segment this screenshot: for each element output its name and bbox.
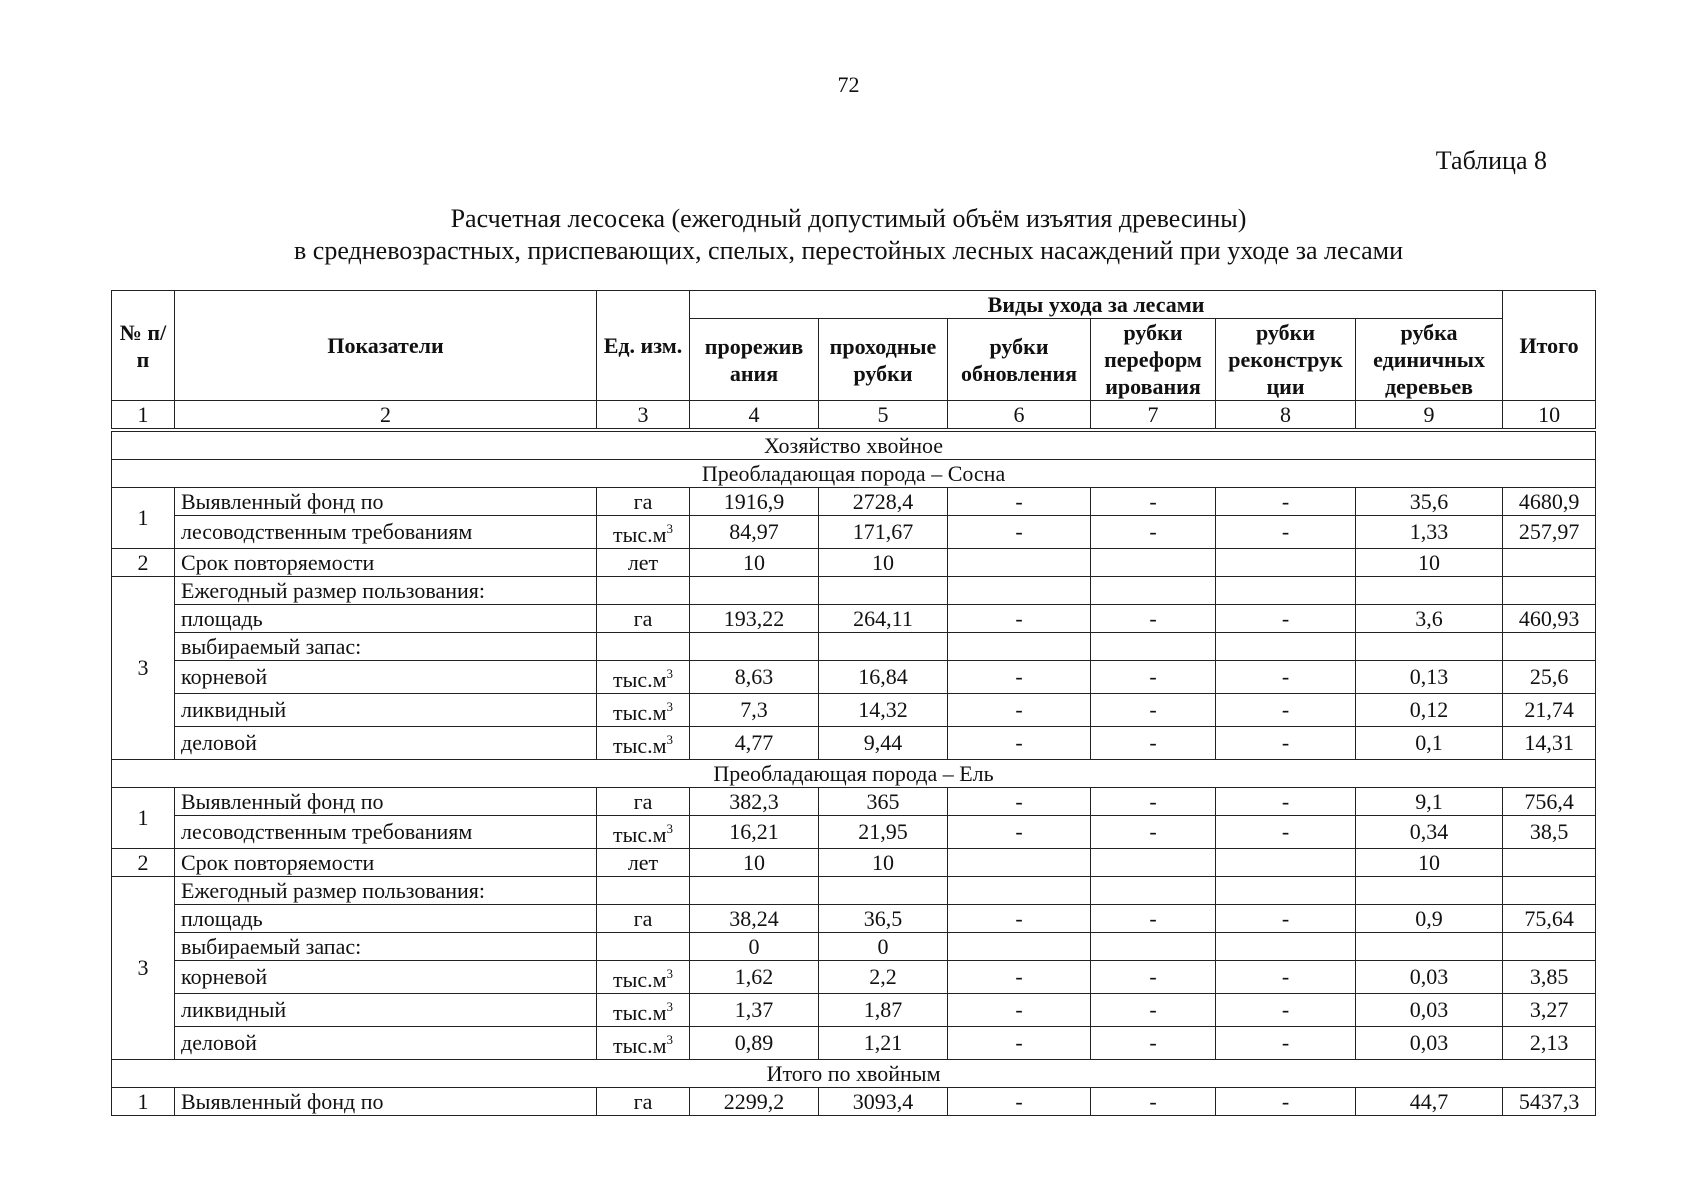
section-header-total-conifer [112, 1060, 1596, 1088]
table-row [112, 816, 1596, 849]
value-cell: 460,93 [1503, 605, 1596, 633]
unit-superscript: 3 [666, 821, 674, 836]
table-row [112, 961, 1596, 994]
unit-text: тыс.м [612, 733, 667, 758]
unit-text: тыс.м [612, 700, 667, 725]
page-number: 72 [837, 72, 860, 97]
value-cell: 9,1 [1356, 788, 1503, 816]
value-cell: 1,33 [1356, 516, 1503, 549]
value-cell: 8,63 [690, 661, 819, 694]
value-cell [1356, 577, 1503, 605]
section-header-spruce [112, 760, 1596, 788]
unit-superscript: 3 [666, 966, 674, 981]
value-cell [948, 633, 1091, 661]
value-cell: - [1091, 1027, 1216, 1060]
value-cell: - [1091, 516, 1216, 549]
value-cell: 10 [819, 849, 948, 877]
table-label: Таблица 8 [1435, 146, 1547, 175]
row-number: 1 [112, 1088, 175, 1116]
table-row [112, 661, 1596, 694]
indicator-label: лесоводственным требованиям [175, 516, 597, 549]
value-cell: 257,97 [1503, 516, 1596, 549]
unit-cell [597, 961, 690, 994]
harvest-table [111, 290, 1596, 1116]
table-row [112, 549, 1596, 577]
table-row [112, 605, 1596, 633]
column-number: 1 [112, 401, 175, 431]
value-cell: 0,12 [1356, 694, 1503, 727]
value-cell: - [1216, 905, 1356, 933]
indicator-label: лесоводственным требованиям [175, 816, 597, 849]
value-cell [1216, 933, 1356, 961]
value-cell: 2299,2 [690, 1088, 819, 1116]
unit-cell [597, 516, 690, 549]
table-row [112, 577, 1596, 605]
value-cell [1356, 933, 1503, 961]
table-row [112, 488, 1596, 516]
unit-superscript: 3 [666, 666, 674, 681]
value-cell [1503, 877, 1596, 905]
value-cell [819, 877, 948, 905]
value-cell: 4680,9 [1503, 488, 1596, 516]
value-cell [1216, 549, 1356, 577]
value-cell [1356, 633, 1503, 661]
value-cell: - [1091, 994, 1216, 1027]
value-cell: 365 [819, 788, 948, 816]
value-cell: 2,13 [1503, 1027, 1596, 1060]
column-number: 6 [948, 401, 1091, 431]
unit-text: тыс.м [612, 1033, 667, 1058]
col-header-reformation-cutting: рубки переформ ирования [1091, 319, 1216, 401]
indicator-label: деловой [175, 727, 597, 760]
unit-cell [597, 877, 690, 905]
value-cell: 36,5 [819, 905, 948, 933]
value-cell [1503, 633, 1596, 661]
value-cell [1356, 877, 1503, 905]
value-cell: - [1216, 488, 1356, 516]
value-cell [819, 577, 948, 605]
value-cell: - [1216, 694, 1356, 727]
value-cell: - [948, 516, 1091, 549]
column-number: 9 [1356, 401, 1503, 431]
value-cell [1216, 577, 1356, 605]
table-row [112, 877, 1596, 905]
value-cell: 1,62 [690, 961, 819, 994]
value-cell [948, 577, 1091, 605]
table-row [112, 727, 1596, 760]
table-row [112, 788, 1596, 816]
value-cell: - [948, 661, 1091, 694]
value-cell: 10 [819, 549, 948, 577]
unit-cell [597, 933, 690, 961]
value-cell [1216, 633, 1356, 661]
value-cell: 0,03 [1356, 994, 1503, 1027]
col-header-single-tree-cutting: рубка единичных деревьев [1356, 319, 1503, 401]
value-cell [690, 577, 819, 605]
title-line-2: в средневозрастных, приспевающих, спелых, перестойных лесных насаждений при уходе за лесами [294, 236, 1403, 265]
value-cell: - [1216, 516, 1356, 549]
indicator-label: площадь [175, 605, 597, 633]
indicator-label: выбираемый запас: [175, 933, 597, 961]
value-cell [948, 549, 1091, 577]
value-cell: - [1091, 961, 1216, 994]
row-number: 1 [112, 788, 175, 849]
section-header-farm-label: Хозяйство хвойное [112, 430, 1596, 460]
table-row [112, 905, 1596, 933]
indicator-label: Срок повторяемости [175, 849, 597, 877]
value-cell: 2,2 [819, 961, 948, 994]
value-cell [1091, 549, 1216, 577]
value-cell [1091, 849, 1216, 877]
col-header-reconstruction-cutting: рубки реконструк ции [1216, 319, 1356, 401]
value-cell: - [948, 994, 1091, 1027]
value-cell: - [1091, 661, 1216, 694]
value-cell: - [948, 694, 1091, 727]
value-cell: 1916,9 [690, 488, 819, 516]
unit-cell [597, 633, 690, 661]
header-row-1 [112, 291, 1596, 319]
column-number: 8 [1216, 401, 1356, 431]
value-cell: - [948, 905, 1091, 933]
value-cell: - [948, 788, 1091, 816]
unit-cell: га [597, 605, 690, 633]
value-cell [948, 933, 1091, 961]
value-cell [690, 633, 819, 661]
value-cell: 0,89 [690, 1027, 819, 1060]
unit-cell: га [597, 905, 690, 933]
column-number: 4 [690, 401, 819, 431]
value-cell: 9,44 [819, 727, 948, 760]
col-header-thinning: прорежив ания [690, 319, 819, 401]
table-row [112, 516, 1596, 549]
unit-text: тыс.м [612, 522, 667, 547]
unit-cell [597, 661, 690, 694]
value-cell [1503, 933, 1596, 961]
value-cell: 0,1 [1356, 727, 1503, 760]
value-cell: 16,21 [690, 816, 819, 849]
value-cell: - [1091, 694, 1216, 727]
value-cell: 3,85 [1503, 961, 1596, 994]
indicator-label: выбираемый запас: [175, 633, 597, 661]
value-cell [1503, 577, 1596, 605]
unit-cell: га [597, 488, 690, 516]
value-cell: 1,21 [819, 1027, 948, 1060]
col-header-indicator: Показатели [175, 291, 597, 401]
indicator-label: площадь [175, 905, 597, 933]
value-cell: - [1216, 994, 1356, 1027]
col-header-unit: Ед. изм. [597, 291, 690, 401]
value-cell: 10 [690, 849, 819, 877]
unit-cell: лет [597, 849, 690, 877]
value-cell: 382,3 [690, 788, 819, 816]
unit-text: тыс.м [612, 667, 667, 692]
column-number-row [112, 401, 1596, 431]
value-cell: 264,11 [819, 605, 948, 633]
value-cell: - [948, 605, 1091, 633]
value-cell: - [1091, 905, 1216, 933]
value-cell: - [948, 1027, 1091, 1060]
unit-superscript: 3 [666, 999, 674, 1014]
value-cell: 14,32 [819, 694, 948, 727]
unit-cell [597, 727, 690, 760]
value-cell: 0,03 [1356, 961, 1503, 994]
value-cell [948, 849, 1091, 877]
col-header-total: Итого [1503, 291, 1596, 401]
section-header-total-conifer-label: Итого по хвойным [112, 1060, 1596, 1088]
value-cell [1503, 549, 1596, 577]
indicator-label: деловой [175, 1027, 597, 1060]
indicator-label: Выявленный фонд по [175, 1088, 597, 1116]
value-cell: 1,87 [819, 994, 948, 1027]
table-title [0, 203, 1697, 267]
col-header-num: № п/п [112, 291, 175, 401]
table-row [112, 994, 1596, 1027]
value-cell: 171,67 [819, 516, 948, 549]
value-cell: 21,74 [1503, 694, 1596, 727]
value-cell: 84,97 [690, 516, 819, 549]
col-header-passage-cutting: проходные рубки [819, 319, 948, 401]
unit-cell [597, 816, 690, 849]
value-cell: 10 [690, 549, 819, 577]
value-cell [948, 877, 1091, 905]
value-cell: 0,13 [1356, 661, 1503, 694]
unit-cell [597, 577, 690, 605]
value-cell [1091, 877, 1216, 905]
unit-cell: га [597, 1088, 690, 1116]
col-header-renewal-cutting: рубки обновления [948, 319, 1091, 401]
value-cell: 3,6 [1356, 605, 1503, 633]
value-cell: - [1091, 727, 1216, 760]
indicator-label: Выявленный фонд по [175, 488, 597, 516]
section-header-spruce-label: Преобладающая порода – Ель [112, 760, 1596, 788]
value-cell: 7,3 [690, 694, 819, 727]
value-cell [1503, 849, 1596, 877]
value-cell: 1,37 [690, 994, 819, 1027]
value-cell: 16,84 [819, 661, 948, 694]
unit-superscript: 3 [666, 521, 674, 536]
table-row [112, 694, 1596, 727]
value-cell: - [948, 727, 1091, 760]
indicator-label: Выявленный фонд по [175, 788, 597, 816]
value-cell: 0 [819, 933, 948, 961]
indicator-label: Ежегодный размер пользования: [175, 877, 597, 905]
value-cell: - [1216, 961, 1356, 994]
value-cell: - [1216, 661, 1356, 694]
table-row [112, 849, 1596, 877]
value-cell: - [948, 1088, 1091, 1116]
row-number: 3 [112, 577, 175, 760]
row-number: 3 [112, 877, 175, 1060]
value-cell: 5437,3 [1503, 1088, 1596, 1116]
value-cell: 75,64 [1503, 905, 1596, 933]
value-cell: - [1091, 816, 1216, 849]
column-number: 2 [175, 401, 597, 431]
value-cell [1216, 849, 1356, 877]
column-number: 5 [819, 401, 948, 431]
value-cell: 0,34 [1356, 816, 1503, 849]
value-cell: 10 [1356, 849, 1503, 877]
indicator-label: корневой [175, 961, 597, 994]
value-cell: 3,27 [1503, 994, 1596, 1027]
unit-cell [597, 694, 690, 727]
value-cell: 0,03 [1356, 1027, 1503, 1060]
col-header-care-types: Виды ухода за лесами [690, 291, 1503, 319]
row-number: 1 [112, 488, 175, 549]
value-cell: 38,24 [690, 905, 819, 933]
value-cell: - [1216, 1088, 1356, 1116]
unit-cell [597, 994, 690, 1027]
value-cell [1091, 933, 1216, 961]
unit-text: тыс.м [612, 1000, 667, 1025]
value-cell: 25,6 [1503, 661, 1596, 694]
unit-superscript: 3 [666, 1032, 674, 1047]
row-number: 2 [112, 549, 175, 577]
table-row [112, 1027, 1596, 1060]
value-cell: 2728,4 [819, 488, 948, 516]
value-cell: - [1216, 788, 1356, 816]
value-cell: - [948, 961, 1091, 994]
column-number: 3 [597, 401, 690, 431]
row-number: 2 [112, 849, 175, 877]
value-cell: 10 [1356, 549, 1503, 577]
title-line-1: Расчетная лесосека (ежегодный допустимый объём изъятия древесины) [450, 204, 1247, 233]
table-row [112, 633, 1596, 661]
column-number: 10 [1503, 401, 1596, 431]
value-cell [819, 633, 948, 661]
unit-superscript: 3 [666, 732, 674, 747]
unit-cell [597, 1027, 690, 1060]
value-cell: 756,4 [1503, 788, 1596, 816]
section-header-farm [112, 430, 1596, 460]
value-cell [1091, 633, 1216, 661]
value-cell: 4,77 [690, 727, 819, 760]
unit-text: тыс.м [612, 967, 667, 992]
value-cell: 44,7 [1356, 1088, 1503, 1116]
value-cell: - [948, 488, 1091, 516]
value-cell: - [948, 816, 1091, 849]
value-cell: 35,6 [1356, 488, 1503, 516]
column-number: 7 [1091, 401, 1216, 431]
indicator-label: ликвидный [175, 994, 597, 1027]
unit-superscript: 3 [666, 699, 674, 714]
table-row [112, 933, 1596, 961]
indicator-label: Срок повторяемости [175, 549, 597, 577]
value-cell [1216, 877, 1356, 905]
value-cell [1091, 577, 1216, 605]
value-cell: - [1216, 727, 1356, 760]
value-cell: - [1216, 816, 1356, 849]
value-cell: 14,31 [1503, 727, 1596, 760]
indicator-label: корневой [175, 661, 597, 694]
value-cell: - [1216, 605, 1356, 633]
section-header-pine-label: Преобладающая порода – Сосна [112, 460, 1596, 488]
value-cell: 193,22 [690, 605, 819, 633]
value-cell: 0,9 [1356, 905, 1503, 933]
table-row [112, 1088, 1596, 1116]
unit-text: тыс.м [612, 822, 667, 847]
value-cell: - [1091, 488, 1216, 516]
unit-cell: га [597, 788, 690, 816]
section-header-pine [112, 460, 1596, 488]
value-cell: 21,95 [819, 816, 948, 849]
value-cell: - [1091, 605, 1216, 633]
value-cell: 3093,4 [819, 1088, 948, 1116]
value-cell: - [1216, 1027, 1356, 1060]
value-cell: - [1091, 1088, 1216, 1116]
indicator-label: ликвидный [175, 694, 597, 727]
indicator-label: Ежегодный размер пользования: [175, 577, 597, 605]
value-cell [690, 877, 819, 905]
value-cell: 0 [690, 933, 819, 961]
value-cell: 38,5 [1503, 816, 1596, 849]
value-cell: - [1091, 788, 1216, 816]
unit-cell: лет [597, 549, 690, 577]
